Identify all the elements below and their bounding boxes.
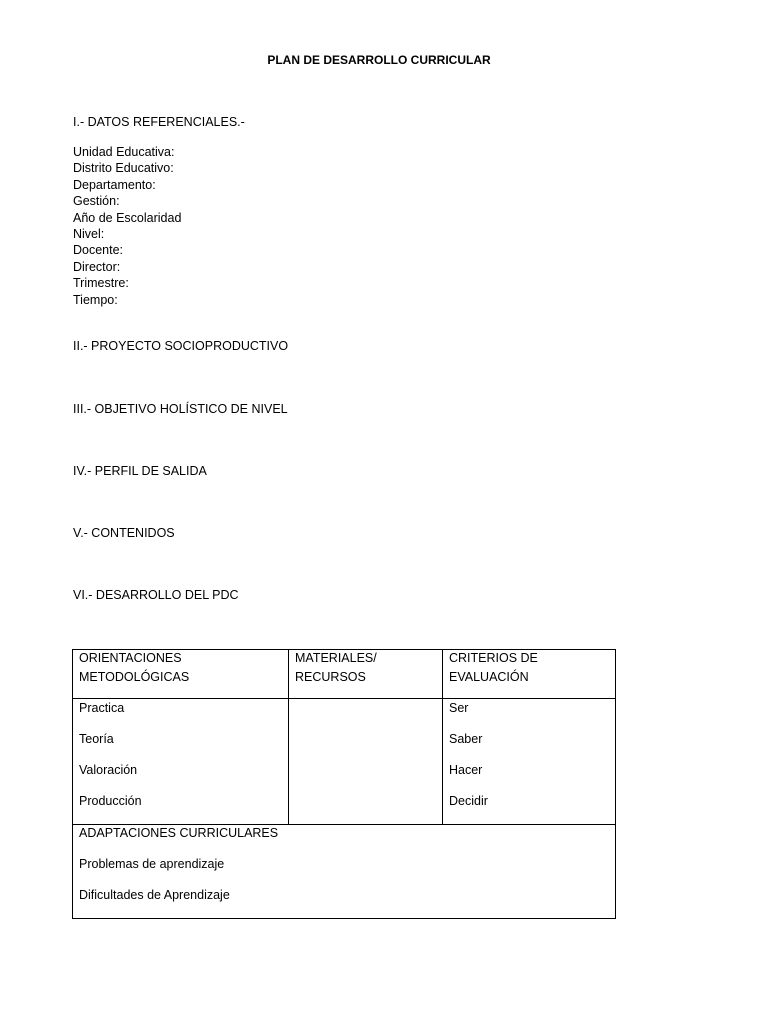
adaptaciones-title: ADAPTACIONES CURRICULARES [79,826,279,840]
field-director: Director: [73,259,121,274]
datos-referenciales-list [73,144,181,308]
orientacion-teoria: Teoría [79,732,114,746]
cell-materiales [289,699,443,825]
field-departamento: Departamento: [73,177,156,192]
cell-orientaciones [73,699,289,825]
orientacion-practica: Practica [79,701,125,715]
field-distrito-educativo: Distrito Educativo: [73,161,174,176]
field-trimestre: Trimestre: [73,276,129,291]
header-orientaciones-line2: METODOLÓGICAS [79,670,190,684]
header-criterios-line1: CRITERIOS DE [449,651,538,665]
header-materiales-line1: MATERIALES/ [295,651,377,665]
field-tiempo: Tiempo: [73,292,118,307]
header-criterios-line2: EVALUACIÓN [449,670,529,684]
section-desarrollo-pdc: VI.- DESARROLLO DEL PDC [73,588,239,602]
page-title: PLAN DE DESARROLLO CURRICULAR [267,53,491,67]
criterio-decidir: Decidir [449,794,488,808]
section-perfil-salida: IV.- PERFIL DE SALIDA [73,464,207,478]
table-header-row [73,650,616,699]
header-materiales-line2: RECURSOS [295,670,366,684]
field-unidad-educativa: Unidad Educativa: [73,145,175,159]
cell-criterios [443,699,616,825]
pdc-table [72,649,616,919]
adaptacion-dificultades: Dificultades de Aprendizaje [79,888,230,902]
section-contenidos: V.- CONTENIDOS [73,526,175,540]
header-criterios [443,650,616,699]
header-materiales [289,650,443,699]
adaptacion-problemas: Problemas de aprendizaje [79,857,225,871]
criterio-saber: Saber [449,732,483,746]
field-ano-escolaridad: Año de Escolaridad [73,210,182,225]
table-row-adaptaciones [73,825,616,919]
section-objetivo-holistico: III.- OBJETIVO HOLÍSTICO DE NIVEL [73,402,288,416]
header-orientaciones-line1: ORIENTACIONES [79,651,182,665]
field-docente: Docente: [73,243,124,258]
orientacion-produccion: Producción [79,794,142,808]
criterio-ser: Ser [449,701,469,715]
field-gestion: Gestión: [73,194,120,209]
criterio-hacer: Hacer [449,763,483,777]
table-row [73,699,616,825]
header-orientaciones [73,650,289,699]
section-datos-referenciales: I.- DATOS REFERENCIALES.- [73,115,245,129]
orientacion-valoracion: Valoración [79,763,138,777]
cell-adaptaciones [73,825,616,919]
section-proyecto-socioproductivo: II.- PROYECTO SOCIOPRODUCTIVO [73,339,289,353]
field-nivel: Nivel: [73,226,105,241]
